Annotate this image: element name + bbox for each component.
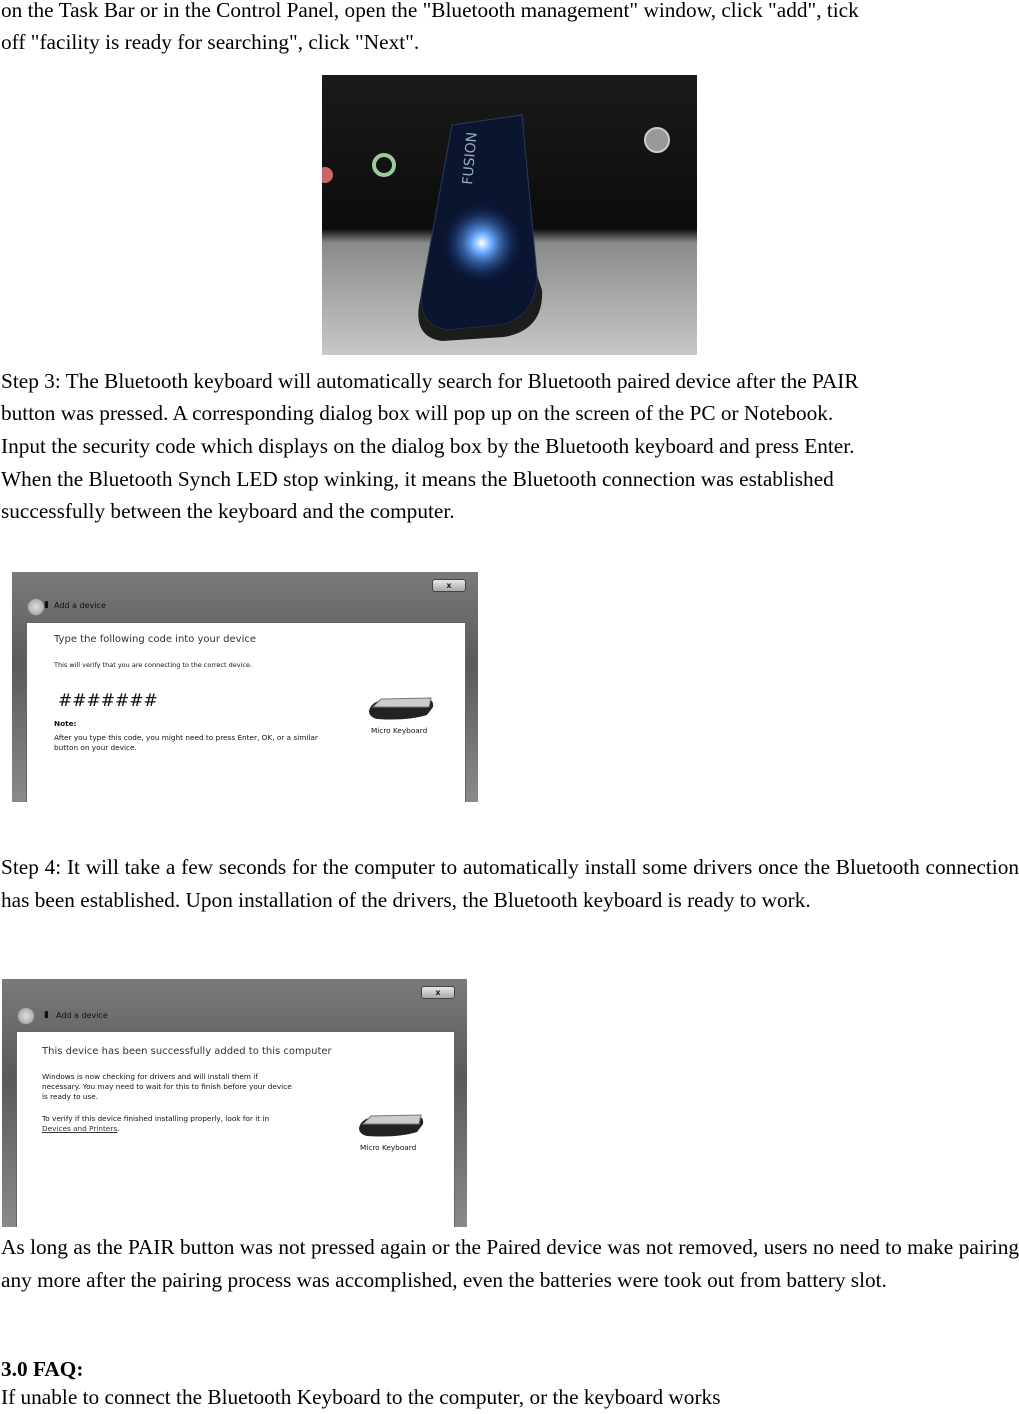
device-icon: ▮ [44, 1010, 49, 1020]
back-arrow-icon[interactable] [27, 598, 45, 616]
info-line-1: Windows is now checking for drivers and will install them if [42, 1072, 258, 1081]
keyboard-icon [367, 693, 435, 721]
dialog-title: Add a device [56, 1011, 108, 1020]
device-name: Micro Keyboard [360, 1143, 417, 1152]
close-button[interactable]: x [421, 986, 455, 999]
verify-line: To verify if this device finished installing properly, look for it in [42, 1114, 270, 1123]
step3-line-2: button was pressed. A corresponding dialog box will pop up on the screen of the PC or Notebook. [1, 401, 834, 425]
devices-and-printers-link[interactable]: Devices and Printers [42, 1124, 118, 1133]
dongle-label: FUSION [460, 131, 481, 186]
info-line-2: necessary. You may need to wait for this to finish before your device [42, 1082, 292, 1091]
close-button[interactable]: x [432, 579, 466, 592]
step4-paragraph: Step 4: It will take a few seconds for the computer to automatically install some drivers once the Bluetooth connection has been established. Upon installation of the drivers, the Bluetooth keyboard is ready to work. [1, 855, 1019, 912]
dialog-body [26, 622, 466, 802]
dialog-heading: Type the following code into your device [54, 634, 257, 645]
faq-heading: 3.0 FAQ: [1, 1357, 84, 1381]
note-label: Note: [54, 719, 77, 728]
device-icon: ▮ [44, 600, 49, 610]
intro-line-1: on the Task Bar or in the Control Panel, open the "Bluetooth management" window, click "add", tick [1, 0, 859, 22]
device-added-dialog [2, 979, 467, 1227]
step3-line-4: When the Bluetooth Synch LED stop winking, it means the Bluetooth connection was established [1, 467, 834, 491]
info-line-3: is ready to use. [42, 1092, 99, 1101]
note-line-1: After you type this code, you might need to press Enter, OK, or a similar [54, 733, 318, 742]
dialog-title: Add a device [54, 601, 106, 610]
dialog-subtext: This will verify that you are connecting to the correct device. [54, 661, 253, 669]
pairing-code: ####### [58, 691, 158, 711]
note-line-2: button on your device. [54, 743, 137, 752]
back-arrow-icon[interactable] [17, 1007, 35, 1025]
device-name: Micro Keyboard [371, 726, 428, 735]
step3-line-5: successfully between the keyboard and the computer. [1, 499, 455, 523]
bluetooth-dongle-photo [322, 75, 697, 355]
pairing-note-paragraph: As long as the PAIR button was not pressed again or the Paired device was not removed, users no need to make pairing any more after the pairing process was accomplished, even the batteries were took out from battery slot. [1, 1235, 1019, 1292]
keyboard-icon [357, 1110, 425, 1138]
dialog-body [16, 1031, 455, 1227]
link-suffix: . [117, 1124, 120, 1133]
step3-line-1: Step 3: The Bluetooth keyboard will automatically search for Bluetooth paired device after the PAIR [1, 369, 859, 393]
faq-line-1: If unable to connect the Bluetooth Keyboard to the computer, or the keyboard works [1, 1385, 721, 1409]
step3-line-3: Input the security code which displays on the dialog box by the Bluetooth keyboard and press Enter. [1, 434, 855, 458]
pairing-code-dialog [12, 572, 478, 802]
intro-line-2: off "facility is ready for searching", click "Next". [1, 30, 420, 54]
dialog-heading: This device has been successfully added to this computer [42, 1046, 332, 1057]
